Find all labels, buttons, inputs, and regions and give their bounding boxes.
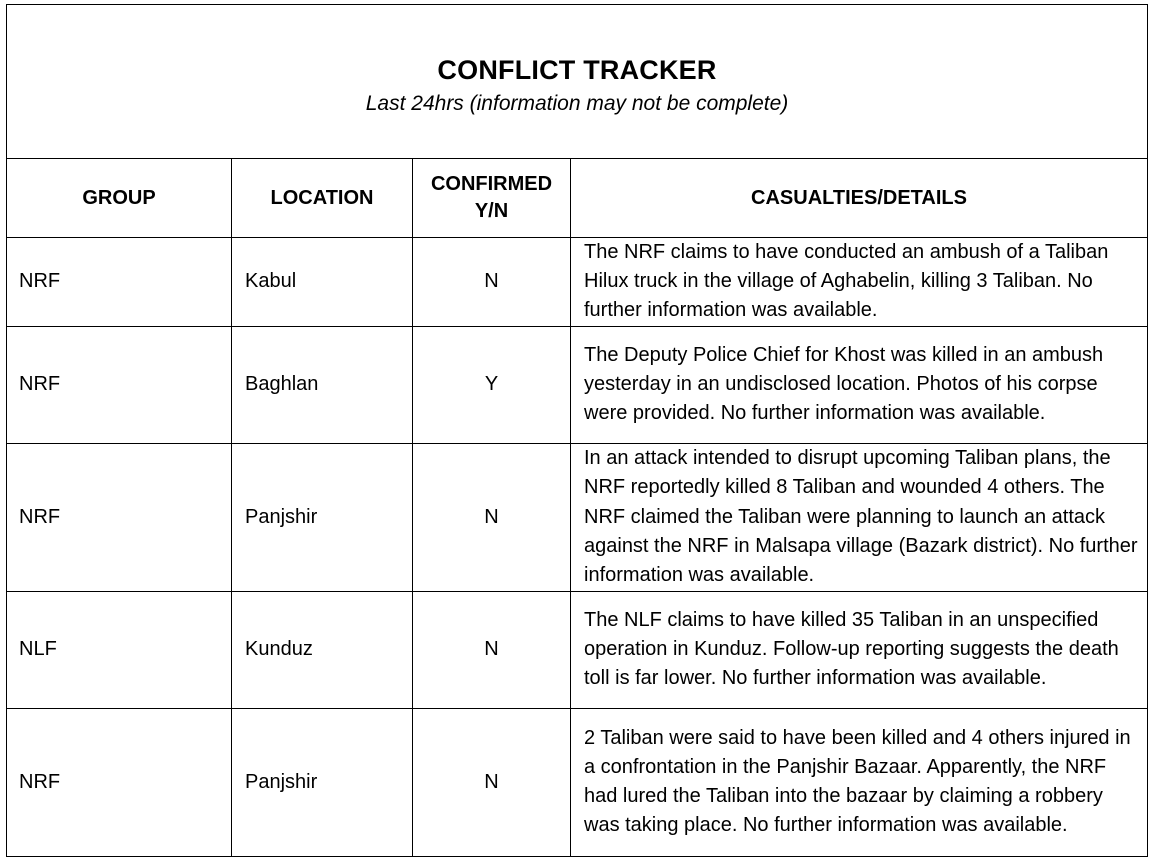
cell-group: NRF [7, 238, 232, 327]
page-title: CONFLICT TRACKER [437, 55, 717, 85]
column-header-confirmed [413, 159, 571, 238]
cell-confirmed: N [413, 443, 571, 591]
cell-details: The NLF claims to have killed 35 Taliban in an unspecified operation in Kunduz. Follow-up reporting suggests the death toll is far lower. No further information was available. [571, 591, 1148, 708]
table-header-row [7, 159, 1148, 238]
cell-details: 2 Taliban were said to have been killed and 4 others injured in a confrontation in the Panjshir Bazaar. Apparently, the NRF had lured the Taliban into the bazaar by claiming a robbery was taking place. No further information was available. [571, 708, 1148, 856]
cell-confirmed: N [413, 591, 571, 708]
column-header-details: CASUALTIES/DETAILS [571, 159, 1148, 238]
cell-confirmed: N [413, 708, 571, 856]
cell-confirmed: Y [413, 326, 571, 443]
cell-location: Panjshir [232, 708, 413, 856]
table-row [7, 238, 1148, 327]
cell-group: NRF [7, 326, 232, 443]
table-row [7, 591, 1148, 708]
table-row [7, 443, 1148, 591]
cell-location: Kunduz [232, 591, 413, 708]
column-header-location: LOCATION [232, 159, 413, 238]
cell-group: NRF [7, 708, 232, 856]
conflict-tracker-table [6, 4, 1148, 857]
column-header-confirmed-line1: CONFIRMED [430, 173, 553, 195]
table-row [7, 708, 1148, 856]
column-header-group: GROUP [7, 159, 232, 238]
cell-location: Panjshir [232, 443, 413, 591]
page-subtitle: Last 24hrs (information may not be complete) [365, 92, 789, 115]
cell-group: NRF [7, 443, 232, 591]
cell-details: The NRF claims to have conducted an ambush of a Taliban Hilux truck in the village of Aghabelin, killing 3 Taliban. No further information was available. [571, 238, 1148, 327]
cell-group: NLF [7, 591, 232, 708]
cell-location: Kabul [232, 238, 413, 327]
cell-confirmed: N [413, 238, 571, 327]
column-header-confirmed-line2: Y/N [474, 200, 509, 222]
cell-location: Baghlan [232, 326, 413, 443]
table-row [7, 326, 1148, 443]
cell-details: In an attack intended to disrupt upcoming Taliban plans, the NRF reportedly killed 8 Taliban and wounded 4 others. The NRF claimed the Taliban were planning to launch an attack against the NRF in Malsapa village (Bazark district). No further information was available. [571, 443, 1148, 591]
cell-details: The Deputy Police Chief for Khost was killed in an ambush yesterday in an undisclosed location. Photos of his corpse were provided. No further information was available. [571, 326, 1148, 443]
title-cell [7, 5, 1148, 159]
